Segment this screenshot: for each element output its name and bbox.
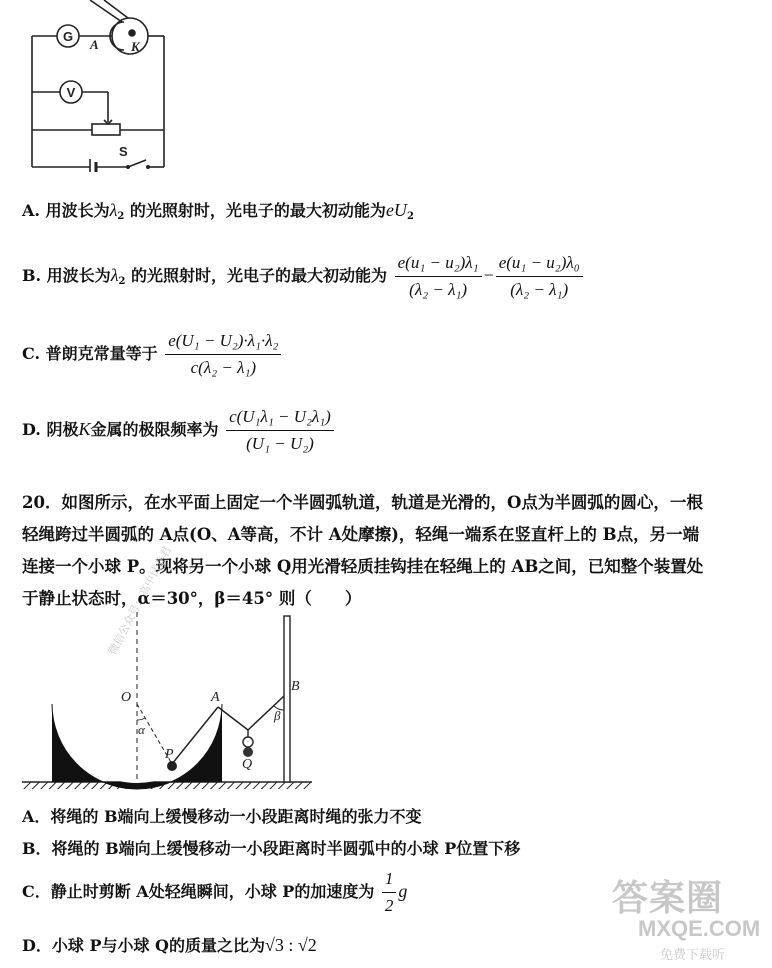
formula: eU [385,200,407,220]
q20-option-d [22,934,317,957]
fraction-numerator: e(U₁ − U₂)·λ₁·λ₂ [165,330,281,355]
corner-watermark [612,870,768,966]
lambda-symbol: λ [109,200,118,220]
label-b: B [291,679,300,694]
q20-stem [22,487,703,615]
option-text: 的光照射时，光电子的最大初动能为 [129,201,386,220]
option-text: 金属的极限频率为 [90,420,219,439]
label-a: A [211,690,220,705]
circuit-diagram [20,0,180,172]
fraction [496,252,583,301]
label-beta: β [274,708,281,723]
label-q: Q [242,757,253,772]
formula-subscript: 2 [406,211,414,222]
q19-option-c [22,330,283,379]
lambda-subscript: 2 [118,276,126,287]
fraction-numerator: e(u₁ − u₂)λ₁ [395,252,482,277]
q20-line-2: 轻绳跨过半圆弧的 A点(O、A等高，不计 A处摩擦)，轻绳一端系在竖直杆上的 B点，另一端 [22,525,700,544]
g-symbol: g [398,881,408,901]
cathode-label: K [131,39,140,54]
fraction-denominator: c(λ₂ − λ₁) [190,358,257,377]
lambda-subscript: 2 [117,211,125,222]
option-letter: A. [22,201,40,220]
fraction-denominator: (λ₂ − λ₁) [409,280,468,299]
minus-sign: − [483,265,494,285]
option-text: C．静止时剪断 A处轻绳瞬间，小球 P的加速度为 [22,882,375,901]
q20-option-a: A．将绳的 B端向上缓慢移动一小段距离时绳的张力不变 [22,807,422,826]
q20-line-4: 于静止状态时，α＝30°，β＝45° 则（ ） [22,589,362,608]
anode-label: A [90,37,99,52]
watermark-logo: 答案圈 [612,878,724,919]
switch-label: S [119,144,128,159]
q20-line-3: 连接一个小球 P。现将另一个小球 Q用光滑轻质挂钩挂在轻绳上的 AB之间，已知整个装置处 [22,557,704,576]
q20-option-b: B．将绳的 B端向上缓慢移动一小段距离时半圆弧中的小球 P位置下移 [22,839,521,858]
option-letter: C. [22,344,41,363]
option-text: 普朗克常量等于 [45,344,158,363]
fraction [165,330,281,379]
fraction [226,406,334,455]
fraction [382,868,397,917]
q19-option-a [22,199,414,228]
option-text: 阴极 [46,420,79,439]
watermark-tagline: 免费下载听 [660,948,726,963]
label-p: P [165,747,174,762]
fraction-denominator: 2 [384,896,394,915]
mass-ratio: √3 : √2 [265,935,317,955]
option-text: 的光照射时，光电子的最大初动能为 [131,266,388,285]
option-text: 用波长为 [45,201,110,220]
option-letter: B. [22,266,42,285]
fraction-numerator: c(U₁λ₁ − U₂λ₁) [226,406,334,431]
option-text: 用波长为 [46,266,111,285]
fraction [395,252,482,301]
fraction-denominator: (U₁ − U₂) [246,434,314,453]
stem-watermark: 微信公众号：高中试卷君 [105,544,175,658]
watermark-site: MXQE.COM [638,916,761,941]
k-symbol: K [78,419,91,439]
q19-option-d [22,406,336,455]
lambda-symbol: λ [110,265,119,285]
fraction-denominator: (λ₂ − λ₁) [510,280,569,299]
option-text: D．小球 P与小球 Q的质量之比为 [22,936,265,955]
galvanometer-label: G [62,29,74,44]
q20-option-c [22,868,407,917]
fraction-numerator: e(u₁ − u₂)λ₀ [496,252,583,277]
label-o: O [121,690,132,705]
label-alpha: α [138,722,145,737]
q19-option-b [22,252,585,301]
fraction-numerator: 1 [382,868,397,893]
option-letter: D. [22,420,41,439]
q20-line-1: 20．如图所示，在水平面上固定一个半圆弧轨道，轨道是光滑的，O点为半圆弧的圆心，一根 [22,493,703,512]
voltmeter-label: V [66,85,76,100]
semicircle-diagram [22,612,312,802]
